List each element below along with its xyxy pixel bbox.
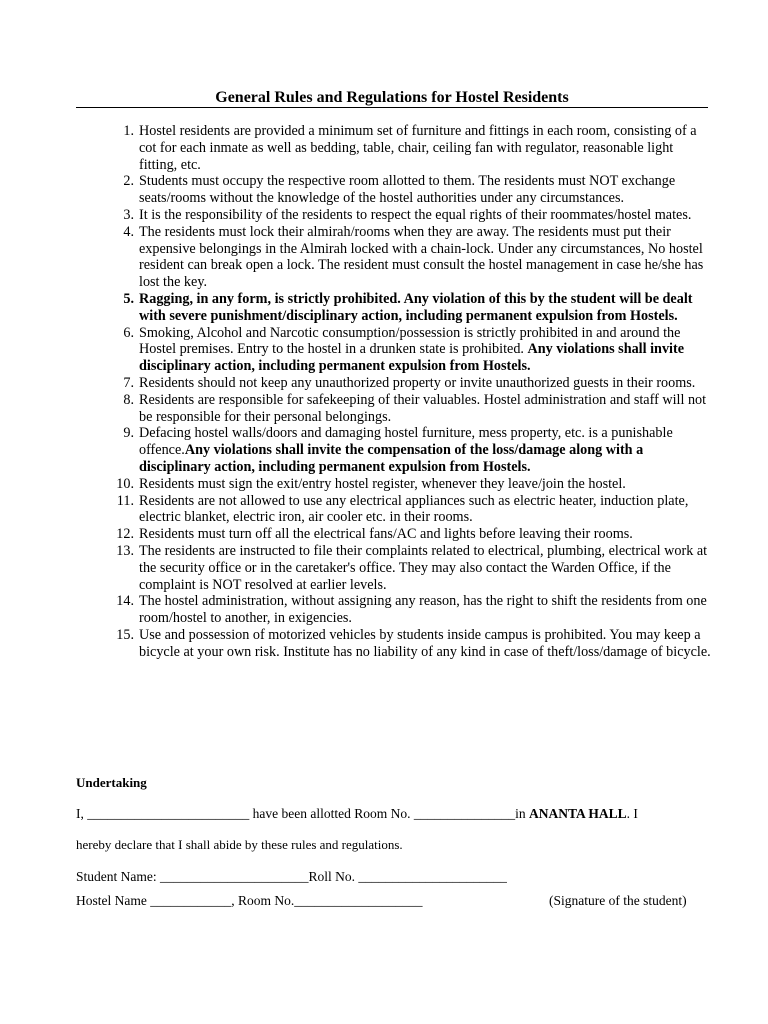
rule-text: Students must occupy the respective room allotted to them. The residents must NOT exchange seats/rooms without the knowledge of the hostel authorities under any circumstances. — [139, 173, 676, 207]
student-name-roll-line: Student Name: ______________________Roll No. ______________________ — [76, 869, 507, 884]
rule-number: 1. — [123, 123, 134, 139]
rule-number: 12. — [116, 526, 134, 543]
hall-name: ANANTA HALL — [528, 806, 627, 821]
rule-item — [76, 593, 712, 627]
hostel-room-line: Hostel Name ____________, Room No.___________________ — [76, 893, 423, 908]
rule-text: Use and possession of motorized vehicles by students inside campus is prohibited. You may keep a bicycle at your own risk. Institute has no liability of any kind in case of theft/loss/damage of bicycle. — [139, 626, 711, 660]
rule-item — [76, 627, 712, 661]
rule-item — [76, 207, 712, 224]
rule-number: 4. — [123, 223, 134, 240]
rule-item — [76, 123, 712, 173]
rule-text: Residents must turn off all the electrical fans/AC and lights before leaving their rooms. — [139, 526, 633, 543]
rule-text: Residents must sign the exit/entry hostel register, whenever they leave/join the hostel. — [139, 475, 626, 492]
rule-item — [76, 375, 712, 392]
rule-text: It is the responsibility of the residents to respect the equal rights of their roommates/hostel mates. — [139, 206, 692, 223]
rule-number: 3. — [123, 206, 134, 223]
rule-text: Hostel residents are provided a minimum set of furniture and fittings in each room, consisting of a cot for each inmate as well as bedding, table, chair, ceiling fan with regulator, reasonable light fitting, etc. — [139, 123, 697, 173]
title-underline — [76, 107, 708, 108]
undertaking-line-1-end: . I — [626, 806, 638, 821]
rule-item — [76, 476, 712, 493]
rule-text: Residents are responsible for safekeeping of their valuables. Hostel administration and staff will not be responsible for their personal belongings. — [139, 391, 707, 425]
rule-text: The residents are instructed to file their complaints related to electrical, plumbing, electrical work at the security office or in the caretaker's office. They may also contact the Warden Office, if the complaint is NOT resolved at earlier levels. — [139, 542, 708, 593]
rule-item — [76, 425, 712, 475]
rule-number: 5. — [123, 290, 134, 307]
rule-text: The residents must lock their almirah/rooms when they are away. The residents must put their expensive belongings in the Almirah locked with a chain-lock. Under any circumstances, No hostel resident can break open a lock. The resident must consult the hostel management in case he/she has lost the key. — [139, 223, 704, 291]
rule-number: 13. — [116, 542, 134, 559]
rule-item — [76, 543, 712, 593]
rule-item — [76, 224, 712, 291]
rule-item — [76, 493, 712, 527]
rule-item — [76, 291, 712, 325]
rule-item — [76, 173, 712, 207]
rule-text-bold: Any violations shall invite disciplinary action, including permanent expulsion from Hostels. — [139, 341, 685, 375]
rule-number: 8. — [123, 391, 134, 408]
rule-item — [76, 392, 712, 426]
rule-number: 7. — [123, 374, 134, 391]
rule-text-bold: Any violations shall invite the compensation of the loss/damage along with a disciplinary action, including permanent expulsion from Hostels. — [139, 442, 644, 475]
rule-number: 9. — [123, 425, 134, 442]
rule-text: Ragging, in any form, is strictly prohibited. Any violation of this by the student will be dealt with severe punishment/disciplinary action, including permanent expulsion from Hostels. — [139, 290, 693, 324]
rule-number: 14. — [116, 593, 134, 610]
rules-list — [76, 123, 712, 661]
undertaking-declaration: hereby declare that I shall abide by these rules and regulations. — [76, 837, 403, 852]
undertaking-line-1-text: I, ________________________ have been allotted Room No. _______________in — [76, 806, 529, 821]
rule-item — [76, 526, 712, 543]
rule-text: Defacing hostel walls/doors and damaging hostel furniture, mess property, etc. is a punishable offence. — [139, 425, 673, 459]
rule-text: Residents are not allowed to use any electrical appliances such as electric heater, induction plate, electric blanket, electric iron, air cooler etc. in their rooms. — [139, 492, 689, 526]
undertaking-line-1 — [76, 805, 638, 822]
rule-number: 15. — [116, 626, 134, 643]
signature-label: (Signature of the student) — [549, 893, 687, 908]
rule-number: 6. — [123, 324, 134, 341]
rule-number: 2. — [123, 173, 134, 190]
document-title: General Rules and Regulations for Hostel Residents — [215, 89, 569, 106]
rule-text: Smoking, Alcohol and Narcotic consumption/possession is strictly prohibited in and around the Hostel premises. Entry to the hostel in a drunken state is prohibited. — [139, 324, 681, 358]
undertaking-heading: Undertaking — [76, 775, 147, 790]
rule-item — [76, 325, 712, 375]
rule-number: 11. — [116, 492, 134, 509]
rule-text: The hostel administration, without assigning any reason, has the right to shift the residents from one room/hostel to another, in exigencies. — [139, 593, 707, 627]
rule-text: Residents should not keep any unauthorized property or invite unauthorized guests in their rooms. — [139, 374, 696, 391]
rule-number: 10. — [116, 475, 134, 492]
